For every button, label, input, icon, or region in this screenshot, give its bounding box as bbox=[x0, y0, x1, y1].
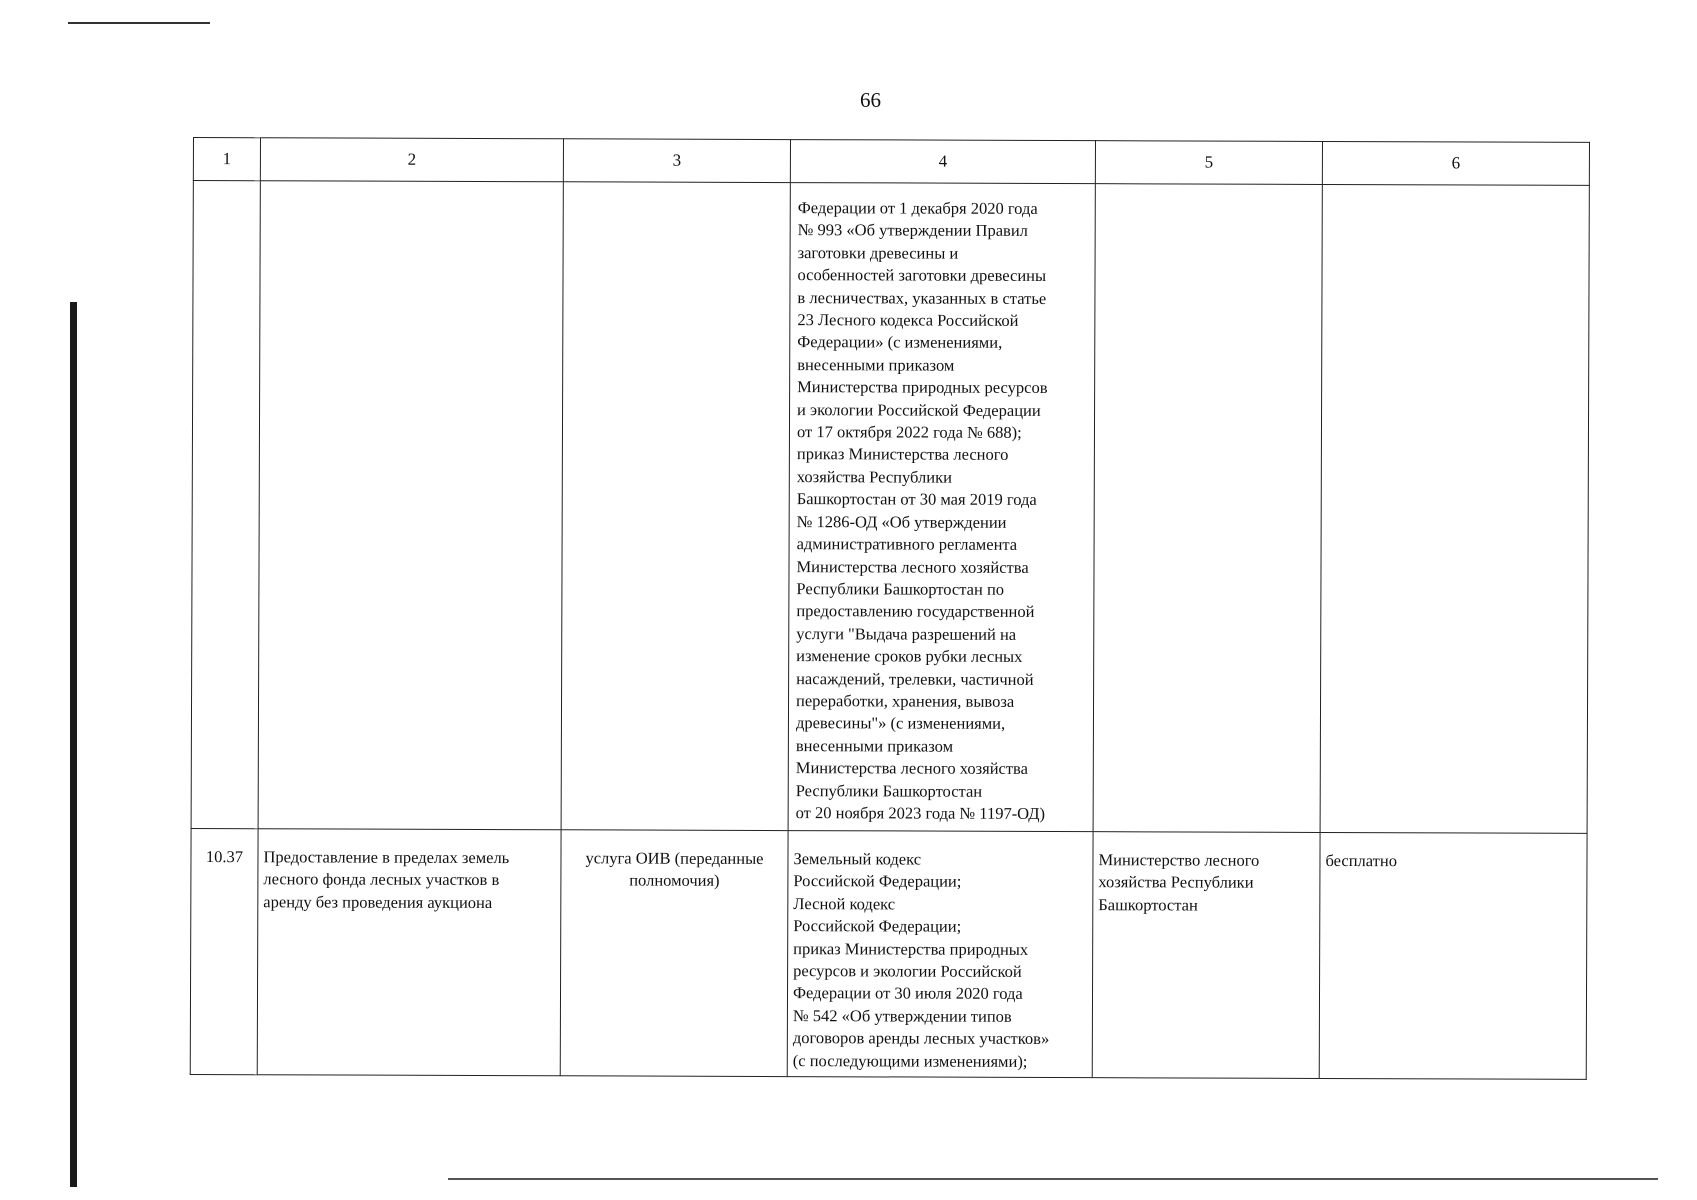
continuation-cell-5 bbox=[1093, 184, 1322, 833]
service-type-cell bbox=[560, 830, 788, 1077]
fee: бесплатно bbox=[1325, 850, 1398, 871]
column-header-1: 1 bbox=[193, 138, 260, 181]
fee-cell bbox=[1319, 832, 1587, 1079]
services-table bbox=[190, 137, 1590, 1080]
column-header-6: 6 bbox=[1322, 141, 1589, 185]
continuation-cell-1 bbox=[191, 181, 260, 829]
column-header-3: 3 bbox=[563, 139, 790, 183]
table-row-continuation bbox=[191, 181, 1589, 834]
continuation-legal-basis-text: Федерации от 1 декабря 2020 года № 993 «Об утверждении Правил заготовки древесины и особенностей заготовки древесины в лесничествах, указанных в статье 23 Лесного кодекса Российской Федерации» (с изменениями, внесенными приказом Министерства природных ресурсов и экологии Российской Федерации от 17 октября 2022 года № 688); приказ Министерства лесного хозяйства Республики Башкортостан от 30 мая 2019 года № 1286-ОД «Об утверждении административного регламента Министерства лесного хозяйства Республики Башкортостан по предоставлению государственной услуги "Выдача разрешений на изменение сроков рубки лесных насаждений, трелевки, частичной переработки, хранения, вывоза древесины"» (с изменениями, внесенными приказом Министерства лесного хозяйства Республики Башкортостан от 20 ноября 2023 года № 1197-ОД) bbox=[795, 198, 1048, 823]
authority: Министерство лесного хозяйства Республики Башкортостан bbox=[1098, 850, 1260, 915]
scan-artifact-top-line bbox=[68, 22, 210, 24]
row-number: 10.37 bbox=[205, 847, 244, 867]
table-header-row bbox=[193, 138, 1589, 186]
legal-basis-cell bbox=[787, 831, 1093, 1078]
continuation-cell-2 bbox=[258, 181, 563, 830]
table-row-10-37 bbox=[190, 828, 1587, 1079]
row-number-cell bbox=[190, 828, 258, 1074]
column-header-4: 4 bbox=[790, 140, 1095, 184]
column-header-2: 2 bbox=[260, 138, 563, 182]
service-name-cell bbox=[257, 829, 561, 1076]
continuation-cell-6 bbox=[1320, 184, 1589, 833]
column-header-5: 5 bbox=[1095, 141, 1322, 185]
scan-artifact-left-bar bbox=[70, 302, 77, 1187]
legal-basis: Земельный кодекс Российской Федерации; Лесной кодекс Российской Федерации; приказ Министерства природных ресурсов и экологии Российской Федерации от 30 июля 2020 года № 542 «Об утверждении типов договоров аренды лесных участков» (с последующими изменениями); bbox=[792, 849, 1050, 1071]
page-number: 66 bbox=[860, 88, 881, 112]
continuation-cell-3 bbox=[561, 182, 790, 831]
scan-artifact-bottom-line bbox=[448, 1178, 1658, 1180]
service-name: Предоставление в пределах земель лесного фонда лесных участков в аренду без проведения аукциона bbox=[263, 847, 510, 912]
service-type: услуга ОИВ (переданные полномочия) bbox=[585, 848, 764, 891]
continuation-legal-basis bbox=[788, 183, 1095, 832]
authority-cell bbox=[1092, 832, 1320, 1079]
